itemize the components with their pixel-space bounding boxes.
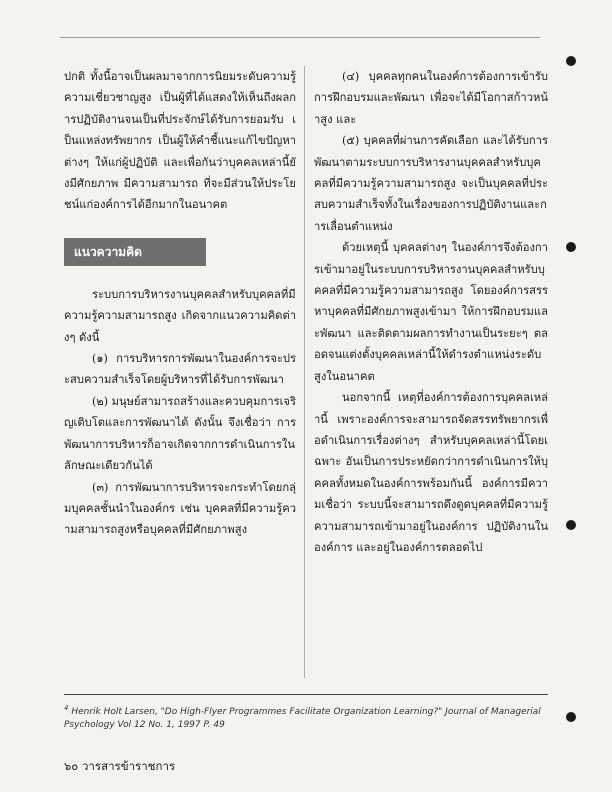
top-rule bbox=[60, 37, 540, 38]
list-item-3: (๓) การพัฒนาการบริหารจะกระทำโดยกลุ่มบุคคลชั้นนำในองค์กร เช่น บุคคลที่มีความรู้ความสามารถสูงหรือบุคคลที่มีศักยภาพสูง bbox=[64, 480, 296, 537]
list-item-2: (๒) มนุษย์สามารถสร้างและควบคุมการเจริญเติบโตและการพัฒนาได้ ดังนั้น จึงเชื่อว่า การพัฒนาการบริหารก็อาจเกิดจากการดำเนินการในลักษณะเดียวกันได้ bbox=[64, 394, 296, 473]
binder-hole-icon bbox=[566, 712, 576, 722]
reason-paragraph: ด้วยเหตุนี้ บุคคลต่างๆ ในองค์การจึงต้องการเข้ามาอยู่ในระบบการบริหารงานบุคคลสำหรับบุคคลที่มีความรู้ความสามารถสูง โดยองค์การสรรหาบุคคลที่มีศักยภาพสูงเข้ามา ให้การฝึกอบรมและพัฒนา และติดตามผลการทำงานเป็นระยะๆ ตลอดจนแต่งตั้งบุคคลเหล่านี้ให้ดำรงตำแหน่งระดับสูงในอนาคต bbox=[314, 241, 548, 383]
binder-hole-icon bbox=[566, 242, 576, 252]
list-item-5: (๕) บุคคลที่ผ่านการคัดเลือก และได้รับการพัฒนาตามระบบการบริหารงานบุคคลสำหรับบุคคลที่มีความรู้ความสามารถสูง จะเป็นบุคคลที่ประสบความสำเร็จทั้งในเรื่องของการปฏิบัติงานและการเลื่อนตำแหน่ง bbox=[314, 134, 548, 233]
list-item-4: (๔) บุคคลทุกคนในองค์การต้องการเข้ารับการฝึกอบรมและพัฒนา เพื่อจะได้มีโอกาสก้าวหน้าสูง และ bbox=[314, 70, 548, 126]
binder-hole-icon bbox=[566, 56, 576, 66]
intro-paragraph: ปกติ ทั้งนี้อาจเป็นผลมาจากการนิยมระดับความรู้ความเชี่ยวชาญสูง เป็นผู้ที่ได้แสดงให้เห็นถึงผลการปฏิบัติงานจนเป็นที่ประจักษ์ได้รับการยอมรับ เป็นแหล่งทรัพยากร เป็นผู้ให้คำชี้แนะแก้ไขปัญหาต่างๆ ให้แก่ผู้ปฏิบัติ และเพื่อกันว่าบุคคลเหล่านี้ยังมีศักยภาพ มีความสามารถ ที่จะมีส่วนให้ประโยชน์แก่องค์การได้อีกมากในอนาคต bbox=[64, 70, 296, 212]
footnote bbox=[64, 702, 548, 732]
section-heading: แนวความคิด bbox=[64, 238, 206, 266]
besides-paragraph: นอกจากนี้ เหตุที่องค์การต้องการบุคคลเหล่านี้ เพราะองค์การจะสามารถจัดสรรทรัพยากรเพื่อดำเนินการเรื่องต่างๆ สำหรับบุคคลเหล่านี้โดยเฉพาะ อันเป็นการประหยัดกว่าการดำเนินการให้บุคคลทั้งหมดในองค์การพร้อมกันนี้ องค์การมีความเชื่อว่า ระบบนี้จะสามารถดึงดูดบุคคลที่มีความรู้ความสามารถเข้ามาอยู่ในองค์การ ปฏิบัติงานในองค์การ และอยู่ในองค์การตลอดไป bbox=[314, 391, 548, 554]
page-footer: ๖๐ วารสารข้าราชการ bbox=[64, 759, 176, 773]
concept-paragraph: ระบบการบริหารงานบุคคลสำหรับบุคคลที่มีความรู้ความสามารถสูง เกิดจากแนวความคิดต่างๆ ดังนี้ bbox=[64, 287, 296, 344]
footnote-text: Henrik Holt Larsen, "Do High-Flyer Programmes Facilitate Organization Learning?" Journal of Managerial Psychology Vol 12 No. 1, 1997 P. 49 bbox=[64, 707, 541, 730]
list-item-1: (๑) การบริหารการพัฒนาในองค์การจะประสบความสำเร็จโดยผู้บริหารที่ได้รับการพัฒนา bbox=[64, 352, 296, 387]
column-divider bbox=[304, 66, 305, 678]
left-column bbox=[64, 66, 296, 541]
footnote-rule bbox=[64, 694, 548, 695]
footnote-marker: 4 bbox=[64, 704, 69, 712]
binder-hole-icon bbox=[566, 520, 576, 530]
right-column bbox=[314, 66, 548, 558]
